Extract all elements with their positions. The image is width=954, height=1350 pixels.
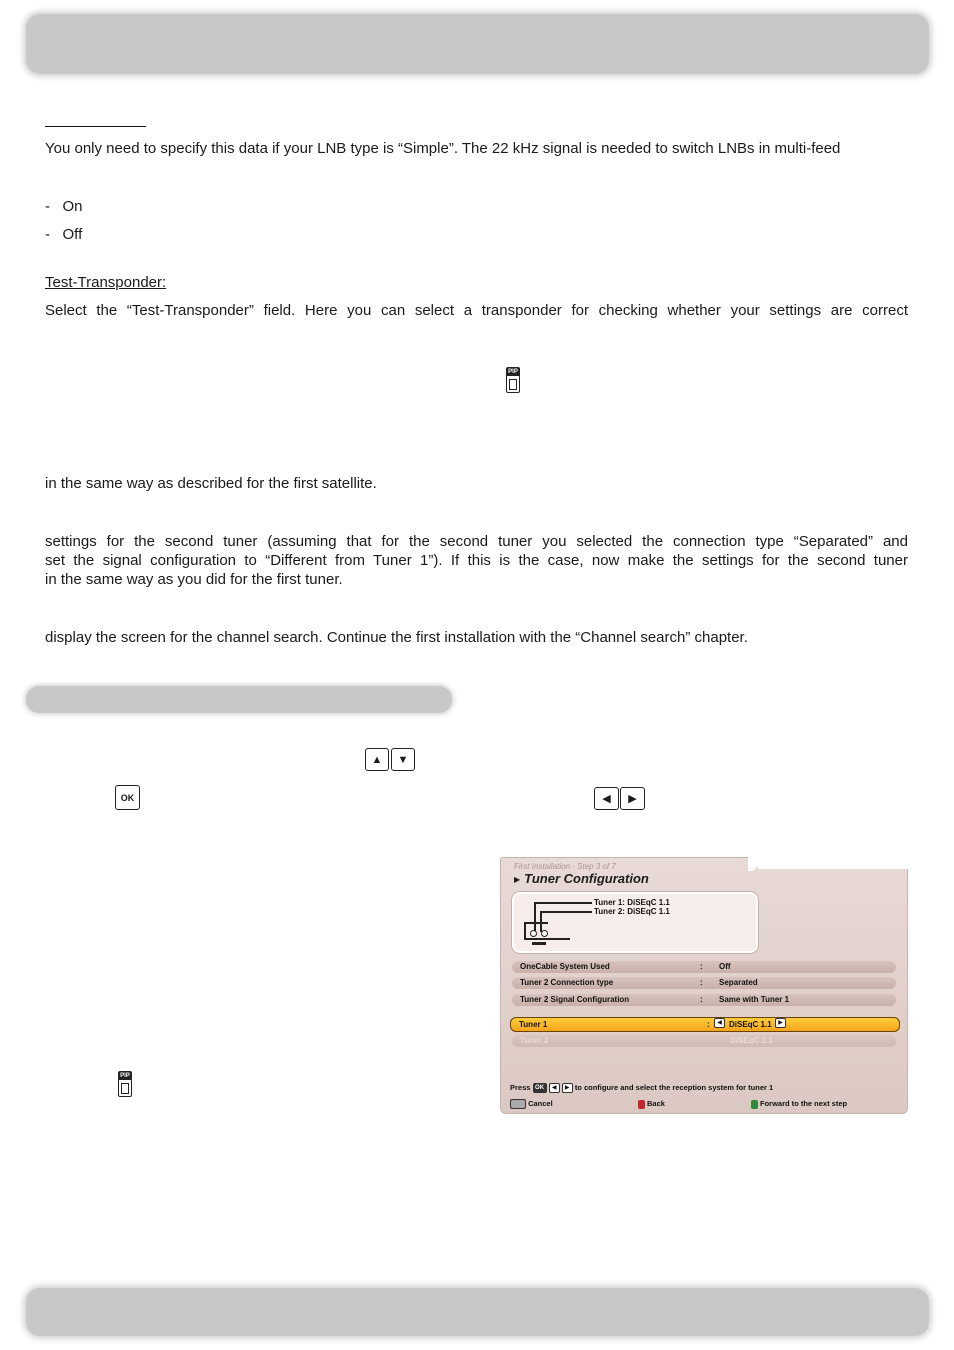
help-prefix: Press [510, 1083, 531, 1092]
title-marker-icon: ▶ [514, 875, 521, 884]
pip-key-window [509, 379, 517, 390]
back-key-icon: BACK [510, 1099, 526, 1109]
paragraph-first-satellite: in the same way as described for the first satellite. [45, 475, 377, 492]
ok-mini-icon: OK [533, 1083, 547, 1093]
cancel-label: Cancel [528, 1099, 553, 1108]
footer-cancel [510, 1099, 553, 1109]
paragraph-second-tuner-line3: in the same way as you did for the first tuner. [45, 571, 343, 588]
screen-tab-slope [748, 857, 772, 871]
option-label: On [62, 198, 83, 215]
option-label: Off [62, 226, 83, 243]
paragraph-second-tuner-line2: set the signal configuration to “Different from Tuner 1”). If this is the case, now make the settings for the second tuner [45, 552, 908, 569]
arrow-down-key-icon: ▼ [391, 748, 415, 771]
connector-icon [541, 930, 548, 937]
diagram-line [534, 902, 592, 904]
green-button-icon [751, 1100, 758, 1109]
setting-row-selected [510, 1017, 900, 1032]
tuner-configuration-screenshot [500, 857, 908, 1114]
paragraph-second-tuner-line1: settings for the second tuner (assuming that for the second tuner you selected the connection type “Separated” and [45, 533, 908, 550]
footer-back [638, 1099, 665, 1109]
setting-label: Tuner 2 [520, 1036, 549, 1045]
paragraph-channel-search: display the screen for the channel search. Continue the first installation with the “Channel search” chapter. [45, 629, 748, 646]
arrow-right-key-icon: ▶ [620, 787, 645, 810]
setting-value: Separated [719, 978, 758, 987]
setting-row [512, 994, 896, 1006]
option-dash: - [45, 226, 50, 243]
help-suffix: to configure and select the reception system for tuner 1 [574, 1083, 774, 1092]
arrow-up-key-icon: ▲ [365, 748, 389, 771]
diagram-tuner2-label: Tuner 2: DiSEqC 1.1 [594, 907, 670, 916]
option-off [45, 225, 908, 244]
mini-right-key: ▶ [775, 1018, 786, 1028]
setting-value: DiSEqC 1.1 [729, 1020, 772, 1029]
setting-value: Same with Tuner 1 [719, 995, 790, 1004]
forward-label: Forward to the next step [760, 1099, 848, 1108]
diagram-line [524, 938, 570, 940]
screen-step-label: First Installation - Step 3 of 7 [514, 862, 616, 871]
diagram-line [540, 911, 592, 913]
setting-separator: : [700, 962, 703, 971]
test-transponder-heading: Test-Transponder: [45, 274, 167, 291]
screen-help-line [510, 1083, 773, 1093]
back-label: Back [647, 1099, 665, 1108]
footer-band [26, 1288, 929, 1336]
setting-separator: : [707, 1020, 710, 1029]
pip-key-icon [118, 1071, 132, 1097]
screen-title-text: Tuner Configuration [524, 871, 649, 886]
option-dash: - [45, 198, 50, 215]
left-mini-icon: ◀ [549, 1083, 560, 1093]
setting-label: OneCable System Used [520, 962, 610, 971]
right-mini-icon: ▶ [562, 1083, 573, 1093]
setting-value: DiSEqC 1.1 [730, 1036, 773, 1045]
footer-forward [751, 1099, 847, 1109]
setting-separator: : [700, 978, 703, 987]
setting-label: Tuner 1 [519, 1020, 548, 1029]
section-heading-bar [26, 686, 452, 713]
setting-row [512, 961, 896, 973]
pip-key-label: PIP [508, 369, 518, 375]
mini-left-key: ◀ [714, 1018, 725, 1028]
pip-key-window [121, 1083, 129, 1094]
setting-separator: : [700, 995, 703, 1004]
setting-row [512, 977, 896, 989]
header-band [26, 14, 929, 74]
pip-key-label: PIP [120, 1073, 130, 1079]
diagram-tuner1-label: Tuner 1: DiSEqC 1.1 [594, 898, 670, 907]
arrow-left-key-icon: ◀ [594, 787, 619, 810]
diagram-line [524, 922, 526, 938]
red-button-icon [638, 1100, 645, 1109]
tuner-diagram [512, 892, 758, 953]
paragraph-22khz: You only need to specify this data if your LNB type is “Simple”. The 22 kHz signal is needed to switch LNBs in multi-feed [45, 140, 841, 157]
receiver-base [532, 942, 546, 945]
setting-row-disabled [512, 1035, 896, 1047]
test-transponder-text: Select the “Test-Transponder” field. Here you can select a transponder for checking whether your settings are correct [45, 302, 908, 319]
heading-underline [45, 126, 146, 127]
pip-key-icon [506, 367, 520, 393]
screen-title [514, 871, 649, 886]
diagram-line [534, 902, 536, 932]
setting-label: Tuner 2 Connection type [520, 978, 614, 987]
connector-icon [530, 930, 537, 937]
diagram-line [524, 922, 548, 924]
ok-key-icon: OK [115, 785, 140, 810]
setting-label: Tuner 2 Signal Configuration [520, 995, 630, 1004]
option-on [45, 197, 908, 216]
screen-tab-cutout [758, 857, 908, 869]
setting-value: Off [719, 962, 731, 971]
